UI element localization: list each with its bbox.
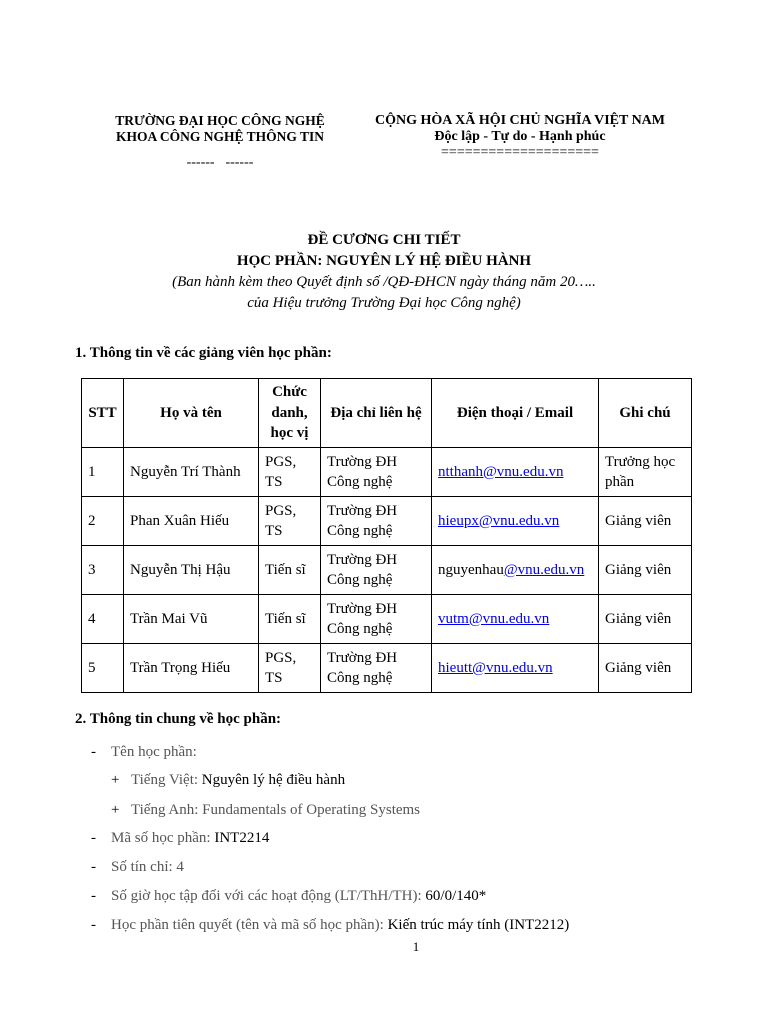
cell-note: Giảng viên [599,644,692,693]
cell-title: Tiến sĩ [259,595,321,644]
list-value: Kiến trúc máy tính (INT2212) [383,917,570,933]
cell-contact [432,448,599,497]
course-title: HỌC PHẦN: NGUYÊN LÝ HỆ ĐIỀU HÀNH [236,253,532,269]
list-item [91,744,197,761]
list-label: Tên học phần: [111,744,197,760]
list-item [111,802,420,819]
table-header-row [82,379,692,448]
list-item [111,772,345,789]
cell-stt: 3 [82,546,124,595]
cell-contact [432,595,599,644]
cell-stt: 2 [82,497,124,546]
email-link[interactable]: hieupx@vnu.edu.vn [438,512,560,529]
page-number: 1 [412,939,420,954]
table-row [82,497,692,546]
table-row [82,644,692,693]
list-marker: - [91,888,96,904]
country-name: CỘNG HÒA XÃ HỘI CHỦ NGHĨA VIỆT NAM [374,113,665,128]
university-header [86,113,354,145]
table-row [82,595,692,644]
decision-note-line2: của Hiệu trưởng Trường Đại học Công nghệ) [247,295,521,311]
cell-stt: 4 [82,595,124,644]
cell-contact [432,497,599,546]
cell-stt: 5 [82,644,124,693]
cell-name: Trần Trọng Hiếu [124,644,259,693]
cell-address: Trường ĐH Công nghệ [321,595,432,644]
list-item [91,830,269,847]
cell-address: Trường ĐH Công nghệ [321,448,432,497]
list-marker: + [111,772,120,788]
list-marker: + [111,802,120,818]
cell-title: PGS, TS [259,448,321,497]
list-label: Học phần tiên quyết (tên và mã số học phần): [111,917,384,933]
cell-address: Trường ĐH Công nghệ [321,497,432,546]
list-value: Nguyên lý hệ điều hành [198,772,346,788]
header-separator-right: ==================== [441,145,599,160]
national-header [360,113,680,161]
email-prefix: nguyenhau [438,561,504,578]
cell-note: Giảng viên [599,497,692,546]
cell-title: PGS, TS [259,644,321,693]
document-title: ĐỀ CƯƠNG CHI TIẾT [307,232,461,248]
email-link[interactable]: vutm@vnu.edu.vn [438,610,550,627]
list-item [91,859,184,876]
section-1-heading: 1. Thông tin về các giảng viên học phần: [75,345,332,361]
cell-note: Trưởng học phần [599,448,692,497]
header-separator-left: ------ ------ [186,155,254,170]
list-label: Số giờ học tập đối với các hoạt động (LT/ThH/TH): [111,888,422,904]
column-header-title: Chức danh, học vị [259,379,321,448]
list-marker: - [91,859,96,875]
cell-contact [432,644,599,693]
cell-stt: 1 [82,448,124,497]
list-label: Tiếng Việt: [131,772,199,788]
cell-contact [432,546,599,595]
list-marker: - [91,917,96,933]
list-marker: - [91,744,96,760]
cell-address: Trường ĐH Công nghệ [321,546,432,595]
column-header-stt: STT [82,379,124,448]
national-motto: Độc lập - Tự do - Hạnh phúc [434,129,606,144]
cell-address: Trường ĐH Công nghệ [321,644,432,693]
faculty-name: KHOA CÔNG NGHỆ THÔNG TIN [115,129,325,144]
list-value: INT2214 [210,830,270,846]
list-item [91,888,486,905]
email-link[interactable]: @vnu.edu.vn [503,561,585,578]
cell-note: Giảng viên [599,595,692,644]
cell-name: Nguyễn Thị Hậu [124,546,259,595]
lecturer-table [81,378,692,693]
list-item [91,917,569,934]
email-link[interactable]: ntthanh@vnu.edu.vn [438,463,564,480]
cell-name: Trần Mai Vũ [124,595,259,644]
section-2-heading: 2. Thông tin chung về học phần: [75,711,282,727]
table-row [82,546,692,595]
column-header-note: Ghi chú [599,379,692,448]
list-label: Tiếng Anh: Fundamentals of Operating Systems [131,802,421,818]
cell-title: PGS, TS [259,497,321,546]
list-label: Mã số học phần: [111,830,211,846]
list-label: Số tín chỉ: 4 [111,859,184,875]
list-marker: - [91,830,96,846]
cell-name: Nguyễn Trí Thành [124,448,259,497]
cell-note: Giảng viên [599,546,692,595]
university-name: TRƯỜNG ĐẠI HỌC CÔNG NGHỆ [115,113,325,128]
table-row [82,448,692,497]
list-value: 60/0/140* [421,888,487,904]
column-header-contact: Điện thoại / Email [432,379,599,448]
column-header-address: Địa chỉ liên hệ [321,379,432,448]
decision-note: (Ban hành kèm theo Quyết định số /QĐ-ĐHCN ngày tháng năm 20….. [172,274,596,290]
cell-name: Phan Xuân Hiếu [124,497,259,546]
cell-title: Tiến sĩ [259,546,321,595]
email-link[interactable]: hieutt@vnu.edu.vn [438,659,553,676]
column-header-name: Họ và tên [124,379,259,448]
